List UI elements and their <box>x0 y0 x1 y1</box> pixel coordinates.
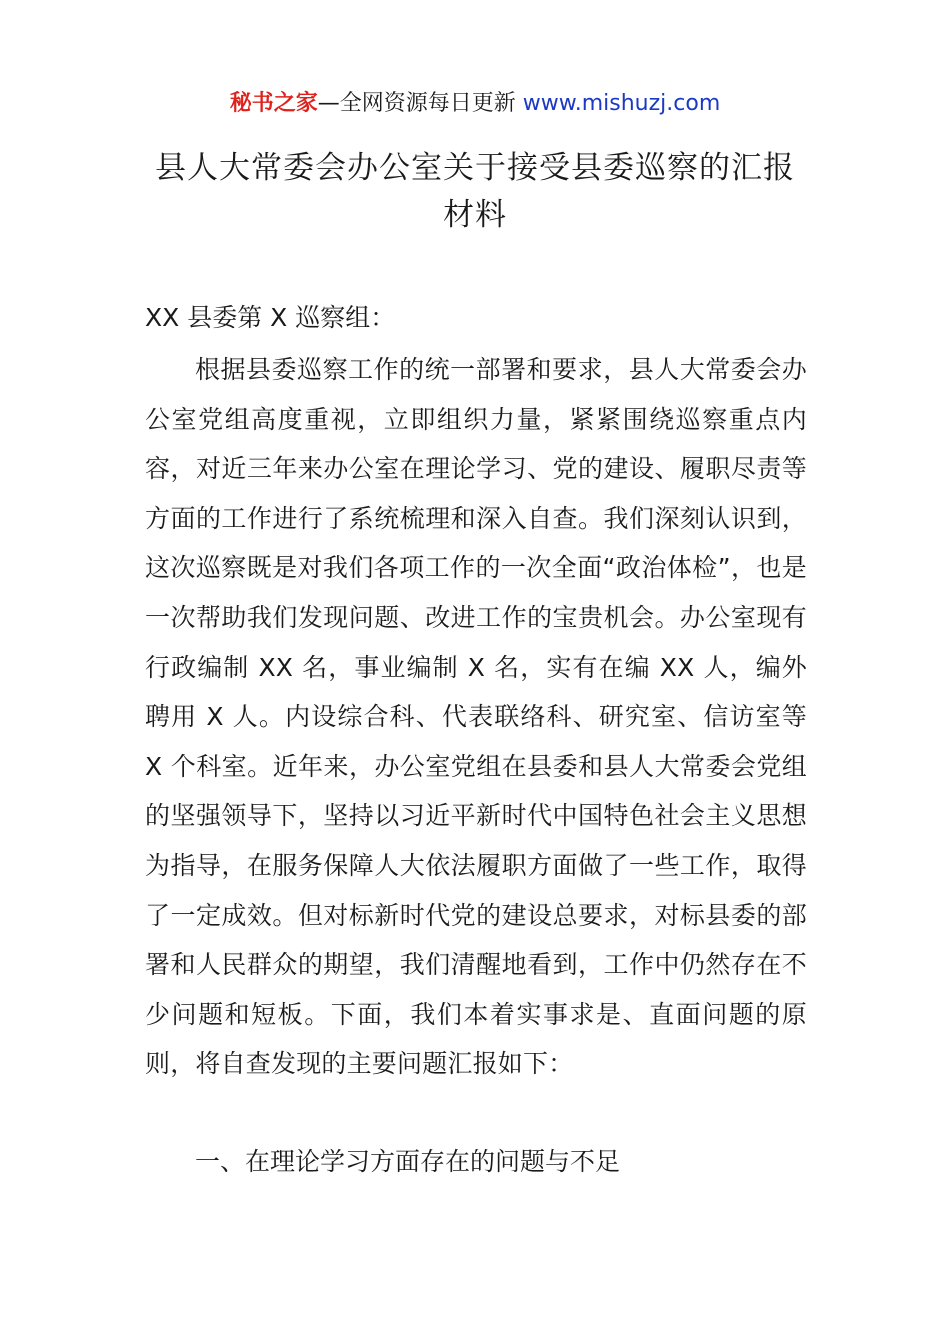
site-url-link[interactable]: www.mishuzj.com <box>522 91 721 116</box>
body-paragraph: 根据县委巡察工作的统一部署和要求，县人大常委会办公室党组高度重视，立即组织力量，紧紧围绕巡察重点内容，对近三年来办公室在理论学习、党的建设、履职尽责等方面的工作进行了系统梳理和深入自查。我们深刻认识到，这次巡察既是对我们各项工作的一次全面“政治体检”，也是一次帮助我们发现问题、改进工作的宝贵机会。办公室现有行政编制 XX 名，事业编制 X 名，实有在编 XX 人，编外聘用 X 人。内设综合科、代表联络科、研究室、信访室等 X 个科室。近年来，办公室党组在县委和县人大常委会党组的坚强领导下，坚持以习近平新时代中国特色社会主义思想为指导，在服务保障人大依法履职方面做了一些工作，取得了一定成效。但对标新时代党的建设总要求，对标县委的部署和人民群众的期望，我们清醒地看到，工作中仍然存在不少问题和短板。下面，我们本着实事求是、直面问题的原则，将自查发现的主要问题汇报如下： <box>145 355 807 1079</box>
salutation: XX 县委第 X 巡察组： <box>145 303 396 332</box>
document-title: 县人大常委会办公室关于接受县委巡察的汇报材料 <box>155 150 795 233</box>
section-heading: 一、在理论学习方面存在的问题与不足 <box>195 1147 621 1176</box>
site-header <box>0 88 950 120</box>
site-brand: 秘书之家 <box>229 91 318 116</box>
site-tagline: —全网资源每日更新 <box>317 91 523 116</box>
